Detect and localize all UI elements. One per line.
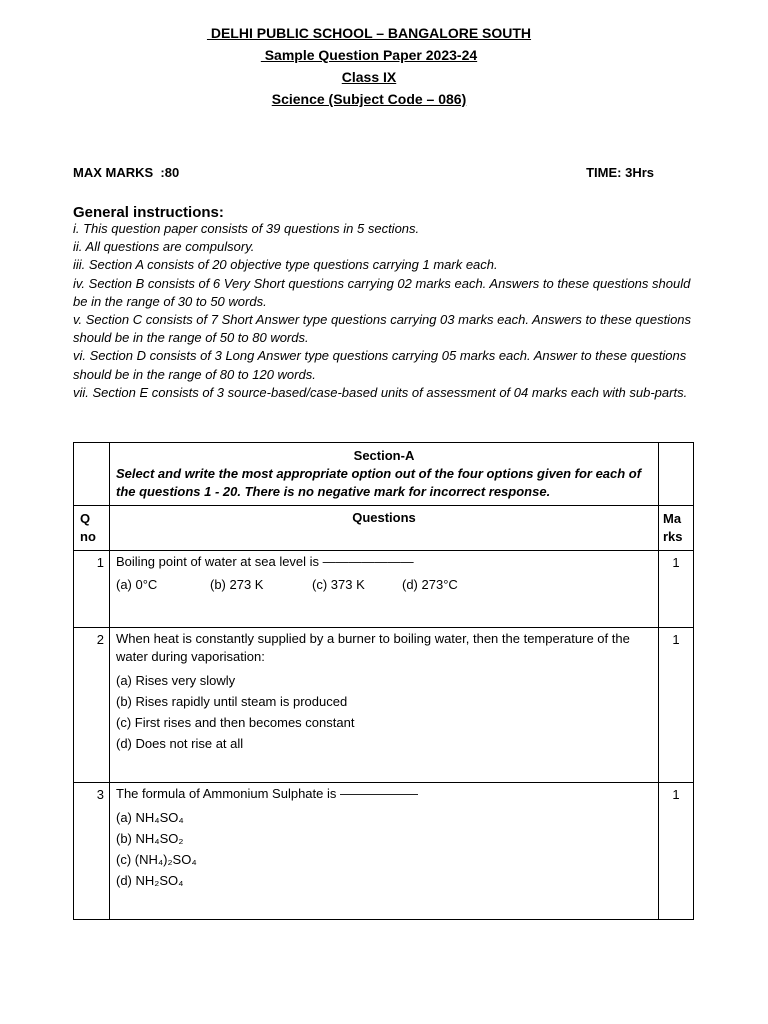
max-marks: MAX MARKS :80 [73,165,180,180]
document-header [0,22,738,110]
class-label: Class IX [341,69,397,85]
qno-header [74,506,110,551]
option-list [116,670,652,754]
exam-time: TIME: 3Hrs [586,165,654,180]
option: (d) 273°C [402,577,458,592]
option-row [116,576,652,594]
instruction-item: iv. Section B consists of 6 Very Short questions carrying 02 marks each. Answers to these questions should be in the range of 30 to 50 words. [73,275,691,309]
marks-header-line: rks [663,529,683,544]
marks-header [659,506,694,551]
option: (a) NH₄SO₄ [116,810,184,825]
section-title: Section-A [353,448,415,463]
question-row [74,783,694,920]
instruction-item: iii. Section A consists of 20 objective type questions carrying 1 mark each. [73,257,498,273]
question-text: The formula of Ammonium Sulphate is —————— [116,786,418,801]
question-marks: 1 [659,628,694,783]
option: (c) (NH₄)₂SO₄ [116,852,197,867]
question-text: Boiling point of water at sea level is ——————— [116,554,414,569]
instructions-title: General instructions: [73,204,224,221]
question-cell [110,551,659,628]
option-list [116,807,652,891]
section-header-row [74,443,694,506]
question-cell [110,628,659,783]
instruction-item: v. Section C consists of 7 Short Answer type questions carrying 03 marks each. Answers to these questions should be in the range of 50 to 80 words. [73,312,692,346]
instruction-item: vii. Section E consists of 3 source-based/case-based units of assessment of 04 marks each with sub-parts. [73,384,688,400]
question-number: 2 [74,628,110,783]
question-number: 3 [74,783,110,920]
instruction-item: vi. Section D consists of 3 Long Answer type questions carrying 05 marks each. Answer to these questions should be in the range of 80 to 120 words. [73,348,687,382]
empty-cell [74,443,110,506]
question-text: When heat is constantly supplied by a burner to boiling water, then the temperature of the water during vaporisation: [116,631,630,664]
option: (a) 0°C [116,577,158,592]
qno-header-line: Q [80,511,91,526]
option: (c) First rises and then becomes constant [116,715,355,730]
paper-title: Sample Question Paper 2023-24 [260,47,478,63]
marks-header-line: Ma [663,511,682,526]
question-table [73,442,694,920]
empty-cell [659,443,694,506]
question-marks: 1 [659,783,694,920]
instructions-list [73,220,698,402]
school-name: DELHI PUBLIC SCHOOL – BANGALORE SOUTH [206,25,532,41]
option: (b) 273 K [210,577,264,592]
option: (b) Rises rapidly until steam is produced [116,694,348,709]
qno-header-line: no [80,529,96,544]
section-instruction: Select and write the most appropriate option out of the four options given for each of the questions 1 - 20. There is no negative mark for incorrect response. [116,466,642,499]
subject-label: Science (Subject Code – 086) [271,91,467,107]
instruction-item: i. This question paper consists of 39 questions in 5 sections. [73,221,420,236]
option: (d) NH₂SO₄ [116,873,184,888]
question-row [74,628,694,783]
question-marks: 1 [659,551,694,628]
section-header-cell [110,443,659,506]
column-header-row [74,506,694,551]
option: (b) NH₄SO₂ [116,831,184,846]
option: (c) 373 K [312,577,365,592]
question-number: 1 [74,551,110,628]
option: (d) Does not rise at all [116,736,244,751]
option: (a) Rises very slowly [116,673,236,688]
question-cell [110,783,659,920]
instruction-item: ii. All questions are compulsory. [73,239,255,255]
question-row [74,551,694,628]
questions-header: Questions [110,506,659,551]
